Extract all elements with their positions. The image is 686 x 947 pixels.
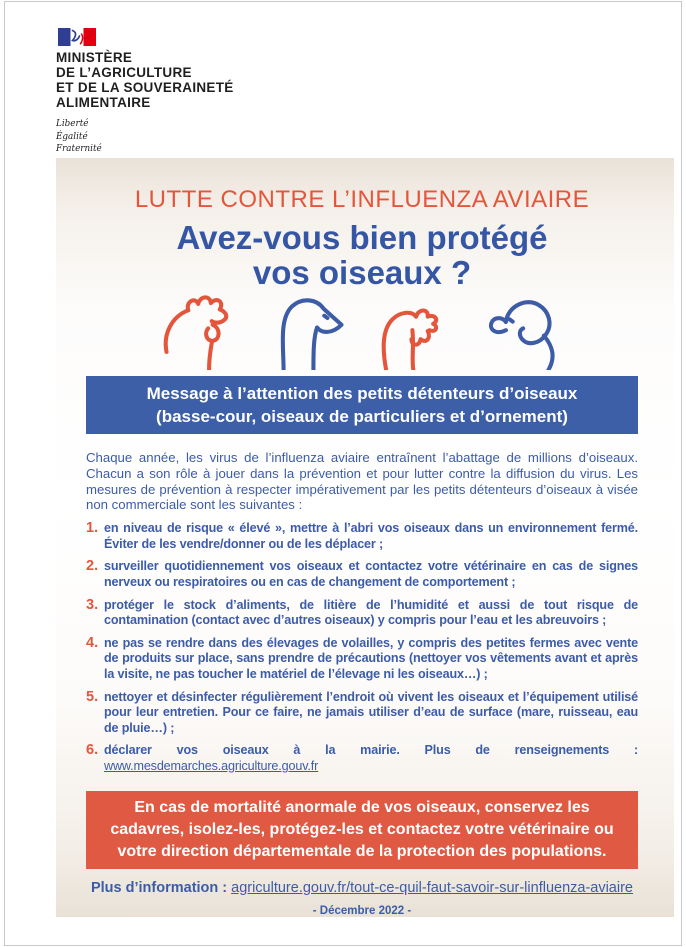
audience-banner-line: (basse-cour, oiseaux de particuliers et d’ornement)	[156, 407, 568, 426]
measures-list	[86, 521, 638, 774]
hen-icon	[153, 294, 247, 370]
page-frame	[4, 1, 682, 946]
more-info	[86, 880, 638, 896]
poster-title-line: Avez-vous bien protégé	[176, 219, 548, 256]
measure-number: 6.	[86, 742, 99, 759]
measure-text: en niveau de risque « élevé », mettre à l’abri vos oiseaux dans un environnement fermé. Éviter de les vendre/donner ou de les déplacer ;	[104, 521, 638, 551]
measure-link[interactable]: www.mesdemarches.agriculture.gouv.fr	[104, 758, 319, 773]
ministry-name-line: ET DE LA SOUVERAINETÉ	[56, 80, 234, 95]
ministry-motto	[56, 118, 234, 156]
measure-text: ne pas se rendre dans des élevages de volailles, y compris des petites fermes avec vente de produits sur place, sans prendre de précautions (nettoyer vos vêtements avant et après la visite, ne pas toucher le matériel de l’élevage ni les oiseaux…) ;	[104, 635, 638, 681]
ministry-name	[56, 50, 234, 110]
audience-banner-line: Message à l’attention des petits détenteurs d’oiseaux	[146, 384, 578, 403]
measure-item	[86, 690, 638, 737]
measure-text: protéger le stock d’aliments, de litière de l’humidité et aussi de tout risque de contamination (contact avec d’autres oiseaux) y compris pour l’eau et les abreuvoirs ;	[104, 597, 638, 628]
measure-item	[86, 598, 638, 629]
measure-item	[86, 559, 638, 590]
more-info-link[interactable]: agriculture.gouv.fr/tout-ce-quil-faut-savoir-sur-linfluenza-aviaire	[231, 879, 633, 896]
measure-item	[86, 636, 638, 683]
poster-title-line: vos oiseaux ?	[252, 254, 472, 291]
motto-line: Fraternité	[56, 144, 102, 154]
measure-number: 1.	[86, 520, 99, 537]
ministry-name-line: DE L’AGRICULTURE	[56, 65, 192, 80]
motto-line: Égalité	[56, 131, 88, 142]
measure-text: surveiller quotidiennement vos oiseaux et contactez votre vétérinaire en cas de signes nerveux ou respiratoires ou en cas de changement de comportement ;	[104, 559, 638, 589]
measure-text: nettoyer et désinfecter régulièrement l’endroit où vivent les oiseaux et l’équipement utilisé pour leur entretien. Pour ce faire, ne jamais utiliser d’eau de surface (mare, ruisseau, eau de pluie…) ;	[104, 689, 638, 735]
ministry-name-line: ALIMENTAIRE	[56, 95, 151, 110]
motto-line: Liberté	[56, 119, 89, 129]
bird-illustrations	[86, 294, 638, 370]
ministry-logo-block	[56, 28, 234, 156]
poster-title	[86, 220, 638, 290]
measure-number: 4.	[86, 634, 99, 651]
measure-number: 5.	[86, 688, 99, 705]
audience-banner	[86, 376, 638, 434]
measure-text: déclarer vos oiseaux à la mairie. Plus de renseignements : www.mesdemarches.agriculture.gouv.fr	[104, 743, 638, 773]
measure-number: 3.	[86, 596, 99, 613]
date-line: - Décembre 2022 -	[312, 904, 412, 917]
goose-icon	[261, 294, 355, 370]
more-info-label: Plus d’information :	[90, 879, 228, 896]
turkey-icon	[369, 294, 463, 370]
poster-kicker: LUTTE CONTRE L’INFLUENZA AVIAIRE	[134, 186, 590, 213]
ministry-name-line: MINISTÈRE	[56, 50, 133, 65]
measure-number: 2.	[86, 558, 99, 575]
duck-icon	[477, 294, 571, 370]
alert-banner: En cas de mortalité anormale de vos oiseaux, conservez les cadavres, isolez-les, protégez-les et contactez votre vétérinaire ou votre direction départementale de la protection des populations.	[86, 791, 638, 869]
measure-item	[86, 743, 638, 774]
measure-item	[86, 521, 638, 552]
poster-panel	[56, 158, 674, 917]
intro-paragraph: Chaque année, les virus de l’influenza aviaire entraînent l’abattage de millions d’oiseaux. Chacun a son rôle à jouer dans la prévention et pour lutter contre la diffusion du virus. Les mesures de prévention à respecter impérativement par les petits détenteurs d’oiseaux à visée non commerciale sont les suivantes :	[86, 450, 638, 513]
french-flag-icon	[58, 28, 96, 46]
